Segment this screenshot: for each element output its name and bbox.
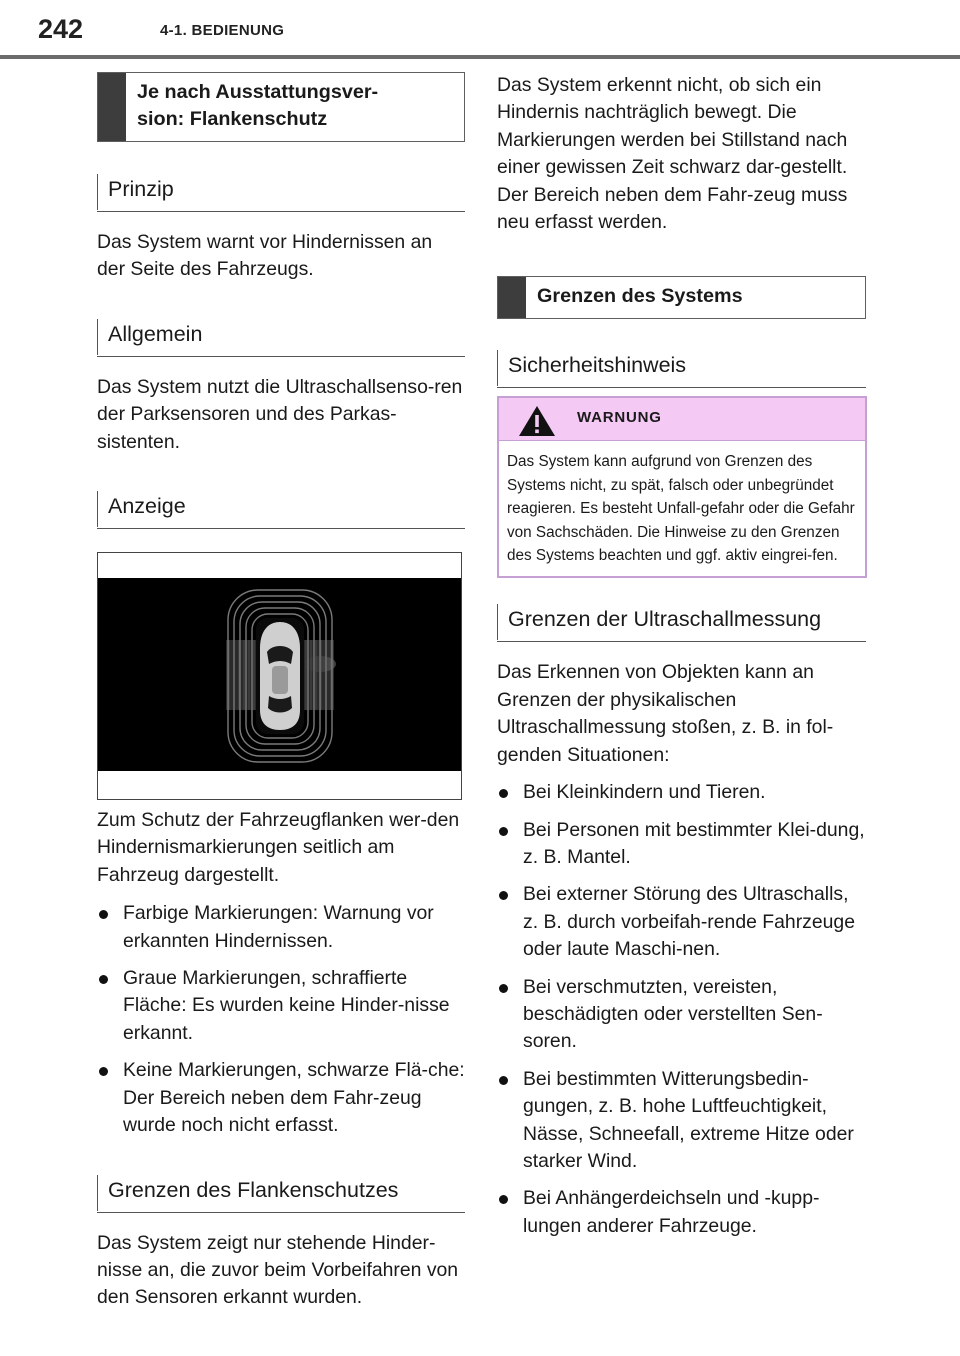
subheading-text: Grenzen der Ultraschallmessung [508,607,822,632]
header-divider [0,55,960,59]
subheading-grenzen-flankenschutz [97,1177,465,1204]
subheading-anzeige [97,493,465,520]
heading-bar [498,277,526,318]
list-item: Bei verschmutzten, vereisten, beschädigten oder verstellten Sen-soren. [497,974,866,1056]
ultraschall-text: Das Erkennen von Objekten kann an Grenzen der physikalischen Ultraschallmessung stoßen, z. B. in fol-genden Situationen: [497,661,834,766]
subheading-allgemein [97,321,465,348]
chapter-title: 4-1. BEDIENUNG [160,22,285,39]
obstacle-marking [304,656,336,672]
subheading-sicherheitshinweis [497,352,866,379]
section-heading-flankenschutz [97,72,465,142]
subheading-rule [97,1212,465,1213]
list-item: Bei externer Störung des Ultraschalls, z. B. durch vorbeifah-rende Fahrzeuge oder laute Maschi-nen. [497,881,866,963]
subheading-rule [97,211,465,212]
list-item: Bei bestimmten Witterungsbedin-gungen, z. B. hohe Luftfeuchtigkeit, Nässe, Schneefall, extreme Hitze oder starker Wind. [497,1066,866,1176]
subheading-grenzen-ultraschall [497,606,866,633]
display-screen [98,578,461,771]
subheading-prinzip [97,176,465,203]
warning-header [499,398,865,441]
subheading-text: Grenzen des Flankenschutzes [108,1177,399,1202]
warning-box [497,396,867,578]
heading-bar [98,73,126,141]
ultraschall-bullet-list [497,779,866,1240]
subheading-text: Sicherheitshinweis [508,353,687,378]
page-number: 242 [38,14,84,44]
subheading-text: Anzeige [108,494,186,519]
car-top-view-illustration [98,578,461,771]
subheading-text: Prinzip [108,177,174,201]
grenzen-flankenschutz-text: Das System zeigt nur stehende Hinder-nisse an, die zuvor beim Vorbeifahren von den Sensoren erkannt wurden. [97,1231,459,1309]
anzeige-text: Zum Schutz der Fahrzeugflanken wer-den Hindernismarkierungen seitlich am Fahrzeug dargestellt. [97,809,460,886]
subheading-rule [497,387,866,388]
allgemein-text: Das System nutzt die Ultraschallsenso-ren der Parksensoren und des Parkas-sistenten. [97,375,463,453]
warning-triangle-icon [517,404,557,438]
prinzip-text: Das System warnt vor Hindernissen an der Seite des Fahrzeugs. [97,231,433,281]
list-item: Bei Personen mit bestimmter Klei-dung, z. B. Mantel. [497,817,866,872]
section-heading-grenzen-systems [497,276,866,319]
subheading-rule [97,356,465,357]
right-column [497,72,866,1240]
intro-text: Das System erkennt nicht, ob sich ein Hindernis nachträglich bewegt. Die Markierungen werden bei Stillstand nach einer gewissen Zeit schwarz dar-gestellt. Der Bereich neben dem Fahr-zeug muss neu erfasst werden. [497,74,848,234]
section-heading-text: Je nach Ausstattungsver- sion: Flankenschutz [137,81,379,130]
anzeige-bullet-list [97,900,465,1139]
flankenschutz-display-figure [97,552,462,800]
subheading-rule [97,528,465,529]
left-column [97,72,465,1312]
section-heading-text: Grenzen des Systems [537,285,743,308]
list-item: Farbige Markierungen: Warnung vor erkannten Hindernissen. [97,900,465,955]
list-item: Graue Markierungen, schraffierte Fläche: Es wurden keine Hinder-nisse erkannt. [97,965,465,1047]
warning-title: WARNUNG [577,409,662,427]
subheading-rule [497,641,866,642]
list-item: Bei Kleinkindern und Tieren. [497,779,866,806]
list-item: Keine Markierungen, schwarze Flä-che: Der Bereich neben dem Fahr-zeug wurde noch nicht erfasst. [97,1057,465,1139]
car-icon [260,622,300,730]
subheading-text: Allgemein [108,321,203,346]
list-item: Bei Anhängerdeichseln und -kupp-lungen anderer Fahrzeuge. [497,1185,866,1240]
warning-text: Das System kann aufgrund von Grenzen des Systems nicht, zu spät, falsch oder unbegründet reagieren. Es besteht Unfall-gefahr oder die Gefahr von Sachschäden. Die Hinweise zu den Grenzen des Systems beachten und ggf. aktiv eingrei-fen. [507,453,855,565]
